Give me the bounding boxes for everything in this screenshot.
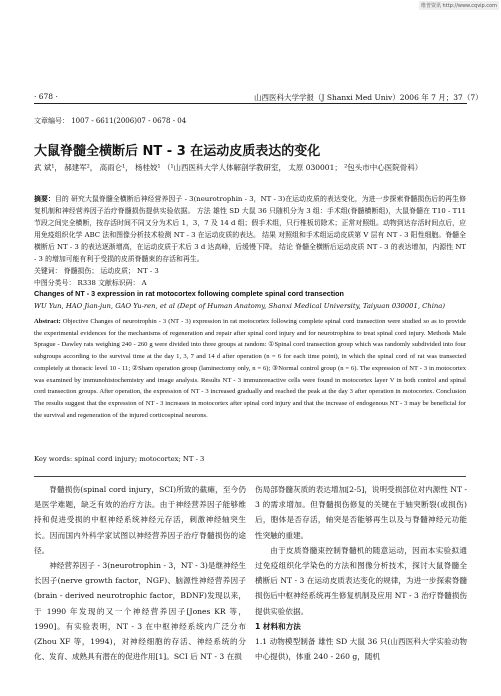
keywords-en: Key words: spinal cord injury; motocortex; NT - 3 bbox=[34, 455, 205, 463]
body-paragraph: 由于皮质脊髓束控制脊髓机的随意运动，因而本实验拟通过免疫组织化学染色的方法和图像分析技术，探讨大鼠脊髓全横断后 NT - 3 在运动皮质表达变化的规律，为进一步探索脊髓损伤后中枢神经系统再生修复机制及应用 NT - 3 治疗脊髓损伤提供实验依据。 bbox=[255, 545, 467, 616]
page-number: · 678 · bbox=[34, 92, 58, 101]
abstract-text-en: Objective Changes of neurotrophin - 3 (NT - 3) expression in rat motocortex following complete spinal cord transection were studied so as to provide the experimental evidences for the mechanisms of regeneration and repair after spinal cord injury and for neurotrophins to treat spinal cord injury. Methods Male Sprague - Dawley rats weighing 240 - 260 g were divided into three groups at random: ①Spinal cord transection group which was randomly subdivided into four subgroups according to the survival time at the day 1, 3, 7 and 14 d after operation (n = 6 for each time point), in which the spinal cord of rat was transected completely at thoracic level 10 - 11; ②Sham operation group (laminectomy only, n = 6); ③Normal control group (n = 6). The expression of NT - 3 in motocortex was examined by immunohistochemistry and image analysis. Results NT - 3 immunoreactive cells were found in motocortex layer V in both control and spinal cord transection groups. After operation, the expression of NT - 3 increased gradually and reached the peak at the day 3 after operation in motocortex. Conclusion The results suggest that the expression of NT - 3 increases in motocortex after spinal cord injury and that the increase of endogenous NT - 3 may be beneficial for the survival and regeneration of the injured corticospinal neurons. bbox=[34, 318, 466, 419]
chinese-abstract bbox=[34, 193, 466, 265]
abstract-label-cn: 摘要： bbox=[34, 195, 55, 203]
article-id: 文章编号： 1007 - 6611(2006)07 - 0678 - 04 bbox=[34, 117, 187, 125]
body-paragraph: 神经营养因子 - 3(neurotrophin - 3，NT - 3)是继神经生长因子(nerve growth factor，NGF)、脑源性神经营养因子(brain - derived neurotrophic factor，BDNF)发现以来，于 1990 年发现的又一个神经营养因子[Jones KR 等，1990]。有实验表明，NT - 3 在中枢神经系统内广泛分布(Zhou XF 等，1994)，对神经细胞的存活、神经系统的分化、发育、成熟具有潜在的促进作用[1]。SCI 后 NT - 3 在损 bbox=[34, 561, 246, 662]
watermark: 维普资讯 http://www.cqvip.com bbox=[420, 3, 497, 9]
abstract-text-cn: 目的 研究大鼠脊髓全横断后神经营养因子 - 3(neurotrophin - 3，NT - 3)在运动皮质的表达变化，为进一步探索脊髓损伤后的再生修复机制和神经营养因子治疗脊髓损伤提供实验依据。 方法 雄性 SD 大鼠 36 只随机分为 3 组：手术组(脊髓横断组)，大鼠脊髓在 T10 - T11 节段之间完全横断，按存活时间不同又分为术后 1，3，7 及 14 d 组；假手术组，只行椎板切除术；正常对照组。动物到达存活时间点后，应用免疫组织化学 ABC 法和图像分析技术检测 NT - 3 在运动皮质的表达。 结果 对照组和手术组运动皮质第 V 层有 NT - 3 阳性细胞。脊髓全横断后 NT - 3 的表达逐渐增高，在运动皮质于术后 3 d 达高峰，后缓慢下降。 结论 脊髓全横断后运动皮质 NT - 3 的表达增加，内源性 NT - 3 的增加可能有利于受损的皮质脊髓束的存活和再生。 bbox=[34, 195, 466, 263]
section-heading: 1 材料和方法 bbox=[255, 621, 301, 631]
english-abstract bbox=[34, 316, 466, 421]
header-rule bbox=[34, 103, 467, 104]
body-paragraph: 脊髓损伤(spinal cord injury，SCI)所致的截瘫，至今仍是医学难题，缺乏有效的治疗方法。由于神经营养因子能够维持和促进受损的中枢神经系统神经元存活，刺激神经轴突生长。因而国内外科学家试图以神经营养因子治疗脊髓损伤的途径。 bbox=[34, 485, 246, 555]
english-authors: WU Yun, HAO Jian-jun, GAO Yu-ren, et al (Dept of Human Anatomy, Shanxi Medical University, Taiyuan 030001, China) bbox=[34, 302, 445, 310]
body-paragraph: 伤局部脊髓灰质的表达增加[2-5]，说明受损部位对内源性 NT - 3 的需求增加。但脊髓损伤修复的关键在于轴突断裂(或损伤)后，胞体是否存活，轴突是否能够再生以及与脊髓神经元功能性突触的重建。 bbox=[255, 485, 467, 540]
abstract-rule bbox=[34, 476, 466, 477]
body-right-column bbox=[255, 482, 467, 664]
subsection-paragraph: 1.1 动物模型制备 雄性 SD 大鼠 36 只(山西医科大学实验动物中心提供)，体重 240 - 260 g，随机 bbox=[255, 637, 467, 662]
body-left-column bbox=[34, 482, 246, 664]
abstract-label-en: Abstract: bbox=[34, 318, 61, 325]
english-title: Changes of NT - 3 expression in rat motocortex following complete spinal cord transection bbox=[34, 289, 344, 298]
author-line: 武 斌¹， 郝建军²， 高雨仑¹， 杨桂姣¹ （¹山西医科大学人体解剖学教研室， 太原 030001； ²包头市中心医院骨科） bbox=[34, 163, 423, 172]
article-title: 大鼠脊髓全横断后 NT - 3 在运动皮质表达的变化 bbox=[34, 144, 321, 159]
journal-header: 山西医科大学学报（J Shanxi Med Univ）2006 年 7 月；37（7） bbox=[254, 93, 483, 102]
classification-line: 中图分类号： R338 文献标识码： A bbox=[34, 279, 147, 287]
keywords-cn: 关键词： 脊髓损伤； 运动皮质； NT - 3 bbox=[34, 267, 159, 275]
